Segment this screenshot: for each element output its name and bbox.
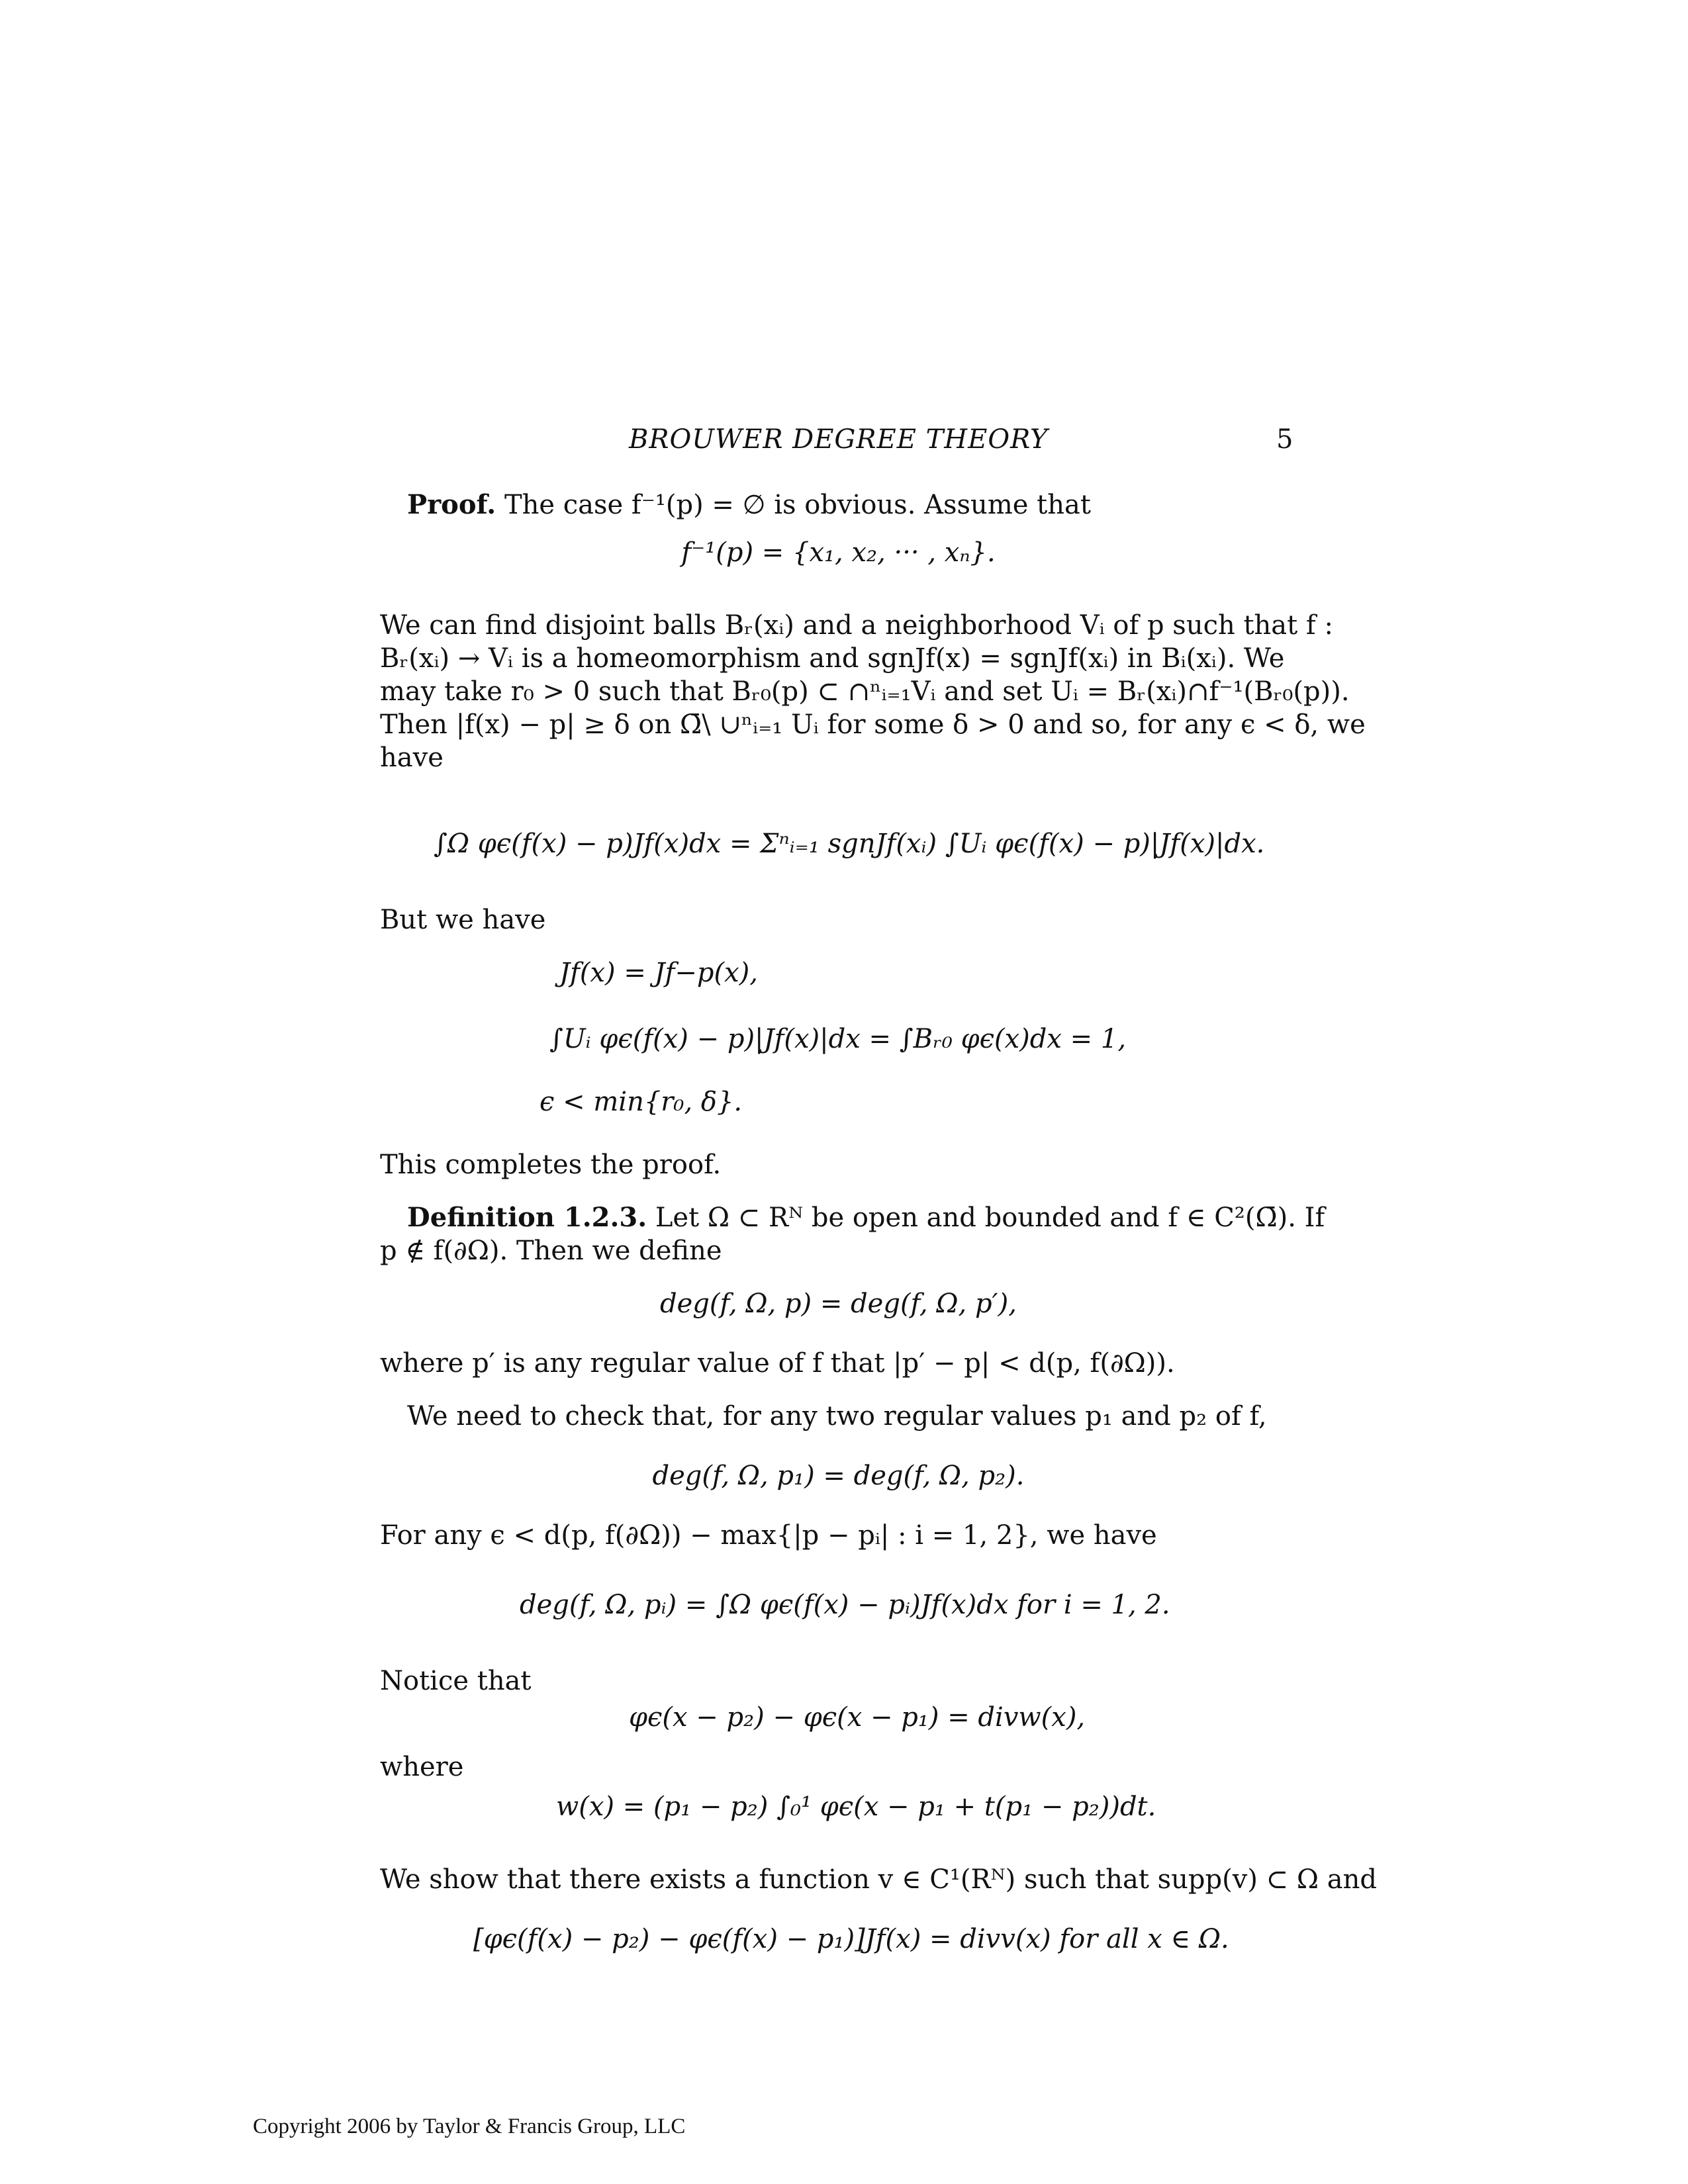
proof-intro-text: The case f⁻¹(p) = ∅ is obvious. Assume that: [504, 490, 1091, 520]
equation-divergence: φϵ(x − p₂) − φϵ(x − p₁) = divw(x),: [629, 1702, 1086, 1733]
proof-label: Proof.: [407, 489, 496, 520]
definition-line-2: p ∉ f(∂Ω). Then we define: [380, 1236, 722, 1266]
proof-paragraph-line-5: have: [380, 743, 444, 773]
notice-that: Notice that: [380, 1666, 532, 1696]
show-line: We show that there exists a function v ∈ C¹(Rᴺ) such that supp(v) ⊂ Ω and: [380, 1864, 1377, 1895]
proof-paragraph-line-2: Bᵣ(xᵢ) → Vᵢ is a homeomorphism and sgnJf(x) = sgnJf(xᵢ) in Bᵢ(xᵢ). We: [380, 643, 1285, 674]
for-any-line: For any ϵ < d(p, f(∂Ω)) − max{|p − pᵢ| : i = 1, 2}, we have: [380, 1520, 1157, 1551]
copyright-footer: Copyright 2006 by Taylor & Francis Group, LLC: [253, 2115, 686, 2138]
proof-intro-line: [407, 488, 1091, 522]
equation-jacobian: Jf(x) = Jf−p(x),: [559, 958, 758, 988]
equation-ball-integral: ∫Uᵢ φϵ(f(x) − p)|Jf(x)|dx = ∫Bᵣ₀ φϵ(x)dx = 1,: [549, 1024, 1127, 1054]
proof-paragraph-line-4: Then |f(x) − p| ≥ δ on Ω̄\ ∪ⁿᵢ₌₁ Uᵢ for some δ > 0 and so, for any ϵ < δ, we: [380, 709, 1366, 740]
definition-label: Definition 1.2.3.: [407, 1202, 647, 1233]
page-number: 5: [1276, 424, 1293, 455]
equation-integral-sum: ∫Ω φϵ(f(x) − p)Jf(x)dx = Σⁿᵢ₌₁ sgnJf(xᵢ) ∫Uᵢ φϵ(f(x) − p)|Jf(x)|dx.: [434, 829, 1265, 859]
where-line: where p′ is any regular value of f that |p′ − p| < d(p, f(∂Ω)).: [380, 1348, 1175, 1379]
definition-line-1: [407, 1201, 1325, 1234]
check-line: We need to check that, for any two regular values p₁ and p₂ of f,: [407, 1401, 1267, 1432]
equation-preimage: f⁻¹(p) = {x₁, x₂, ··· , xₙ}.: [681, 537, 996, 568]
equation-epsilon: ϵ < min{r₀, δ}.: [539, 1087, 743, 1117]
equation-deg: deg(f, Ω, p) = deg(f, Ω, p′),: [660, 1289, 1017, 1319]
proof-conclusion: This completes the proof.: [380, 1150, 722, 1180]
equation-w: w(x) = (p₁ − p₂) ∫₀¹ φϵ(x − p₁ + t(p₁ − p₂))dt.: [556, 1792, 1156, 1822]
where-label: where: [380, 1752, 464, 1782]
running-title: BROUWER DEGREE THEORY: [629, 424, 1049, 455]
equation-deg-integral: deg(f, Ω, pᵢ) = ∫Ω φϵ(f(x) − pᵢ)Jf(x)dx for i = 1, 2.: [520, 1590, 1170, 1620]
proof-paragraph-line-3: may take r₀ > 0 such that Bᵣ₀(p) ⊂ ∩ⁿᵢ₌₁Vᵢ and set Uᵢ = Bᵣ(xᵢ)∩f⁻¹(Bᵣ₀(p)).: [380, 676, 1350, 707]
proof-paragraph-line-1: We can find disjoint balls Bᵣ(xᵢ) and a neighborhood Vᵢ of p such that f :: [380, 610, 1333, 641]
equation-deg-equal: deg(f, Ω, p₁) = deg(f, Ω, p₂).: [652, 1461, 1025, 1491]
but-we-have: But we have: [380, 905, 546, 935]
definition-text-1: Let Ω ⊂ Rᴺ be open and bounded and f ∈ C²(Ω̄). If: [655, 1203, 1325, 1233]
equation-final: [φϵ(f(x) − p₂) − φϵ(f(x) − p₁)]Jf(x) = divv(x) for all x ∈ Ω.: [473, 1924, 1229, 1954]
